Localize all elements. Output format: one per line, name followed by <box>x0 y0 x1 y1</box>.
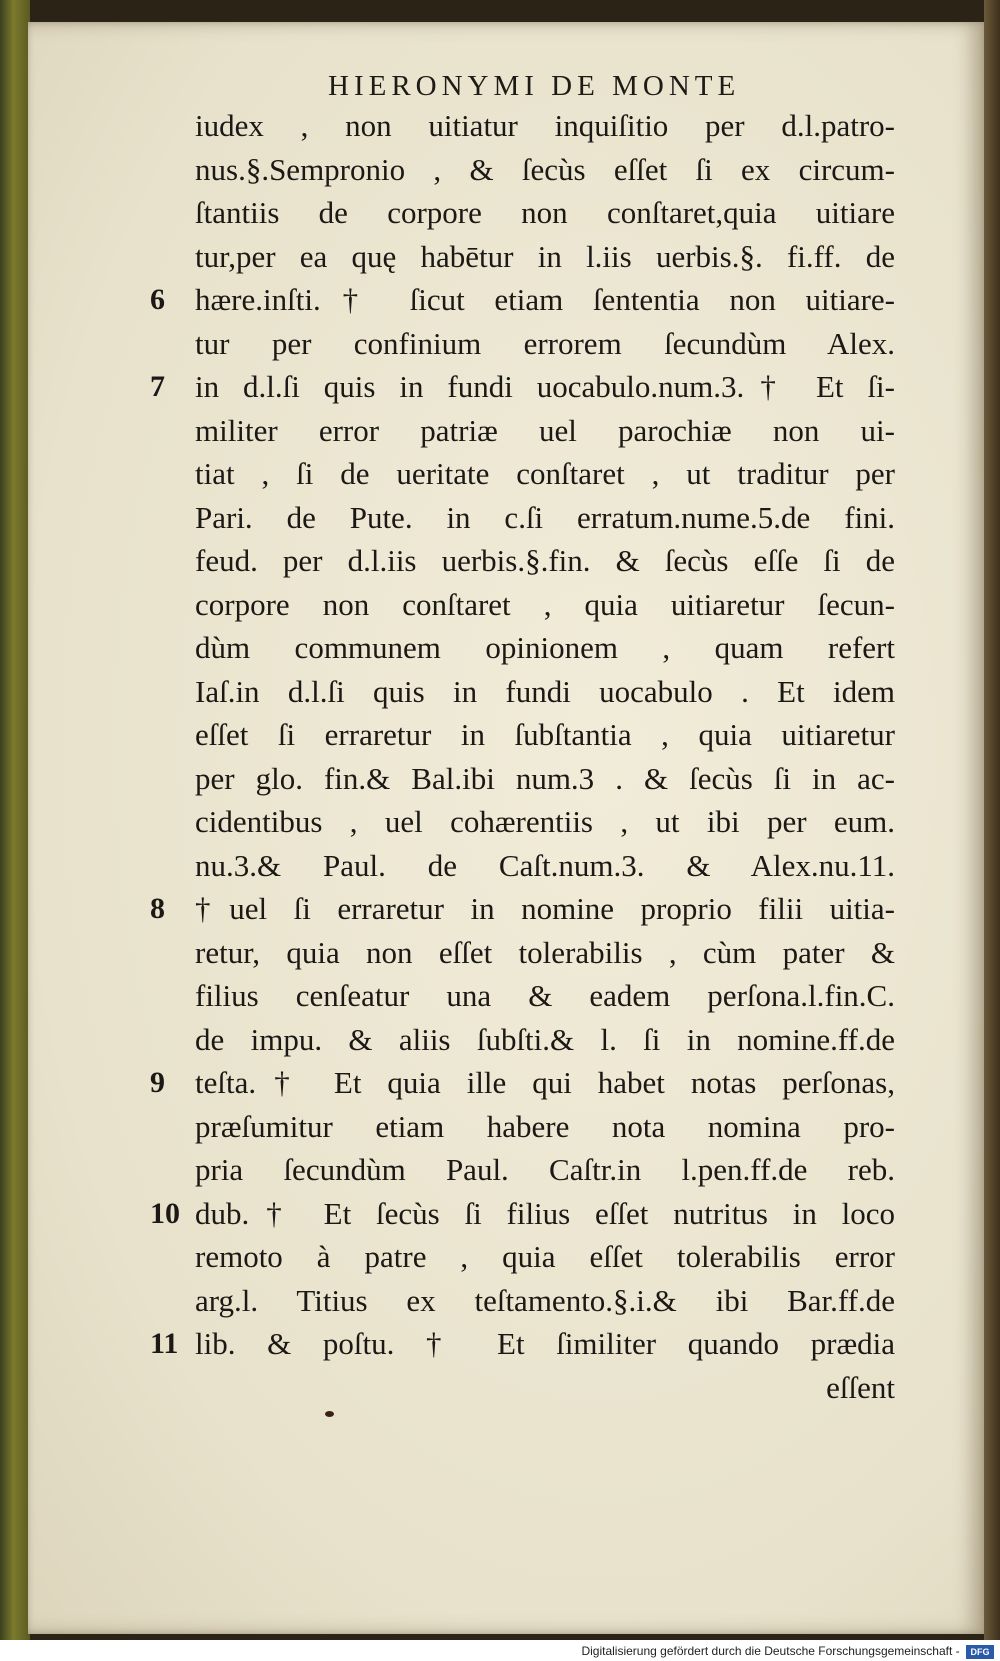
text-line <box>150 278 920 322</box>
line-text: in d.l.ſi quis in fundi uocabulo.num.3.† Et ſi- <box>195 369 895 404</box>
text-line <box>150 1105 920 1149</box>
text-line <box>150 322 920 366</box>
line-text: pria ſecundùm Paul. Caſtr.in l.pen.ff.de reb. <box>195 1152 895 1187</box>
line-text: præſumitur etiam habere nota nomina pro- <box>195 1108 895 1144</box>
line-text: retur, quia non eſſet tolerabilis , cùm pater & <box>195 934 895 970</box>
body-text <box>150 104 920 1409</box>
digitization-credit: Digitalisierung gefördert durch die Deutsche Forschungsgemeinschaft - DFG <box>581 1641 994 1661</box>
text-line <box>150 844 920 888</box>
text-line <box>150 365 920 409</box>
line-text: dub.† Et ſecùs ſi filius eſſet nutritus in loco <box>195 1195 895 1231</box>
line-text: militer error patriæ uel parochiæ non ui- <box>195 412 895 448</box>
text-line <box>150 1061 920 1105</box>
text-line <box>150 1018 920 1062</box>
text-line <box>150 1235 920 1279</box>
dfg-logo: DFG <box>966 1645 994 1659</box>
line-text: eſſet ſi erraretur in ſubſtantia , quia uitiaretur <box>195 717 895 752</box>
line-text: cidentibus , uel cohærentiis , ut ibi per eum. <box>195 804 895 839</box>
line-text: tur,per ea quę habētur in l.iis uerbis.§. fi.ff. de <box>195 238 895 274</box>
line-text: tiat , ſi de ueritate conſtaret , ut traditur per <box>195 456 895 491</box>
text-line <box>150 583 920 627</box>
ink-blot <box>325 1411 334 1417</box>
text-line <box>150 191 920 235</box>
text-line <box>150 670 920 714</box>
marginal-number: 9 <box>150 1066 165 1099</box>
text-line <box>150 235 920 279</box>
text-line <box>150 1279 920 1323</box>
line-text: corpore non conſtaret , quia uitiaretur ſecun- <box>195 586 895 622</box>
text-line <box>150 800 920 844</box>
line-text: tur per confinium errorem ſecundùm Alex. <box>195 325 895 361</box>
line-text: Pari. de Pute. in c.ſi erratum.nume.5.de fini. <box>195 499 895 535</box>
line-text: lib. & poſtu. † Et ſimiliter quando prædia <box>195 1326 895 1361</box>
line-text: dùm communem opinionem , quam refert <box>195 630 895 665</box>
text-line <box>150 496 920 540</box>
marginal-number: 8 <box>150 892 165 925</box>
marginal-number: 11 <box>150 1327 179 1360</box>
line-text: ſtantiis de corpore non conſtaret,quia uitiare <box>195 195 895 230</box>
book-edge-left <box>0 0 30 1640</box>
line-text: arg.l. Titius ex teſtamento.§.i.& ibi Bar.ff.de <box>195 1282 895 1318</box>
line-text: remoto à patre , quia eſſet tolerabilis error <box>195 1239 895 1274</box>
text-line <box>150 713 920 757</box>
line-text: nu.3.& Paul. de Caſt.num.3. & Alex.nu.11. <box>195 847 895 883</box>
catchword: eſſent <box>826 1369 895 1405</box>
line-text: per glo. fin.& Bal.ibi num.3 . & ſecùs ſi in ac- <box>195 760 895 796</box>
running-title: HIERONYMI DE MONTE <box>328 70 741 102</box>
marginal-number: 6 <box>150 283 165 316</box>
book-edge-right <box>984 0 1000 1640</box>
text-line <box>150 626 920 670</box>
line-text: feud. per d.l.iis uerbis.§.fin. & ſecùs eſſe ſi de <box>195 543 895 578</box>
line-text: Iaſ.in d.l.ſi quis in fundi uocabulo . Et idem <box>195 673 895 709</box>
text-line <box>150 757 920 801</box>
line-text: filius cenſeatur una & eadem perſona.l.fin.C. <box>195 978 895 1013</box>
text-line <box>150 974 920 1018</box>
line-text: hære.inſti.† ſicut etiam ſententia non uitiare- <box>195 282 895 317</box>
text-line <box>150 931 920 975</box>
text-line <box>150 1322 920 1366</box>
text-line <box>150 148 920 192</box>
line-text: teſta.† Et quia ille qui habet notas perſonas, <box>195 1065 895 1100</box>
text-line <box>150 887 920 931</box>
text-line <box>150 1148 920 1192</box>
text-line <box>150 1192 920 1236</box>
marginal-number: 7 <box>150 370 165 403</box>
line-text: †uel ſi erraretur in nomine proprio filii uitia- <box>195 891 895 926</box>
line-text: nus.§.Sempronio , & ſecùs eſſet ſi ex circum- <box>195 151 895 187</box>
text-line <box>150 539 920 583</box>
credit-text: Digitalisierung gefördert durch die Deutsche Forschungsgemeinschaft <box>581 1644 953 1658</box>
marginal-number: 10 <box>150 1196 180 1230</box>
text-line <box>150 104 920 148</box>
line-text: iudex , non uitiatur inquiſitio per d.l.patro- <box>195 108 895 143</box>
catchword-line <box>150 1366 920 1410</box>
line-text: de impu. & aliis ſubſti.& l. ſi in nomine.ff.de <box>195 1021 895 1057</box>
text-line <box>150 409 920 453</box>
text-line <box>150 452 920 496</box>
